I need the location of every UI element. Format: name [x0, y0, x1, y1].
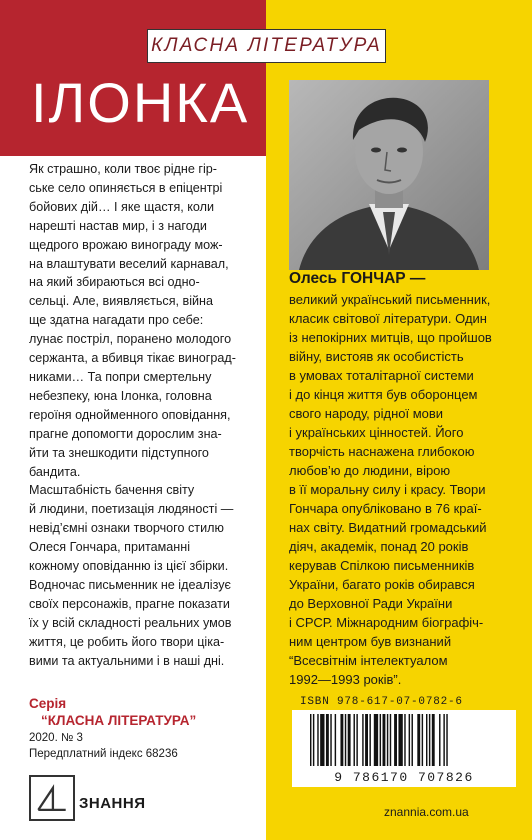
description-line: сержанта, а вбивця тікає виноград-	[29, 351, 236, 366]
author-bio-line: творчість наснажена глибокою	[289, 444, 475, 459]
author-bio-line: керував Спілкою письменників	[289, 558, 475, 573]
barcode-bar	[417, 714, 420, 766]
description-line: Масштабність бачення світу	[29, 483, 195, 498]
description-line: нарешті настав мир, і з нагоди	[29, 218, 207, 233]
barcode-bar	[429, 714, 430, 766]
barcode	[292, 710, 516, 787]
description-line: Водночас письменник не ідеалізує	[29, 577, 231, 592]
description-line: йти та знешкодити підступного	[29, 445, 209, 460]
description-line: сельці. Але, виявляється, війна	[29, 294, 214, 309]
barcode-bar	[383, 714, 386, 766]
barcode-bar	[313, 714, 314, 766]
description-line: на влаштувати веселий карнавал,	[29, 256, 229, 271]
barcode-bar	[335, 714, 336, 766]
description-line: вими та актуальними і в наші дні.	[29, 653, 225, 668]
barcode-bar	[380, 714, 381, 766]
barcode-bar	[354, 714, 355, 766]
series-name: “КЛАСНА ЛІТЕРАТУРА”	[41, 713, 197, 728]
barcode-bar	[340, 714, 343, 766]
author-bio-line: війну, вистояв як особистість	[289, 349, 464, 364]
barcode-bar	[394, 714, 397, 766]
barcode-bar	[446, 714, 447, 766]
author-bio-line: в її моральну силу і красу. Твори	[289, 482, 486, 497]
barcode-bar	[387, 714, 388, 766]
barcode-bar	[374, 714, 378, 766]
barcode-bar	[356, 714, 357, 766]
series-banner: КЛАСНА ЛІТЕРАТУРА	[147, 29, 386, 63]
description-line: й людини, поетизація людяності —	[29, 502, 234, 517]
description-line: Як страшно, коли твоє рідне гір-	[29, 162, 217, 176]
barcode-bar	[426, 714, 427, 766]
description-line: бойових дій… І яке щастя, коли	[29, 199, 215, 214]
description-line: лунає постріл, поранено молодого	[29, 332, 232, 347]
description-line: ще здатна нагадати про себе:	[29, 313, 204, 328]
book-description	[29, 160, 263, 670]
description-line: Олеся Гончара, притаманні	[29, 540, 190, 555]
description-line: невід’ємні ознаки творчого стилю	[29, 521, 224, 536]
barcode-bar	[330, 714, 331, 766]
barcode-bar	[439, 714, 440, 766]
author-bio-line: 1992—1993 років”.	[289, 672, 402, 687]
barcode-bar	[369, 714, 370, 766]
author-bio-line: нах світу. Видатний громадський	[289, 520, 487, 535]
publisher-name: ЗНАННЯ	[79, 794, 146, 812]
author-bio-line: до Верховної Ради України	[289, 596, 453, 611]
author-name: Олесь ГОНЧАР —	[289, 270, 426, 287]
barcode-bar	[365, 714, 368, 766]
description-line: героїня однойменного оповідання,	[29, 407, 231, 422]
website: znannia.com.ua	[384, 805, 469, 819]
description-line: ське село опиняється в епіцентрі	[29, 180, 223, 195]
barcode-bar	[345, 714, 346, 766]
barcode-bar	[422, 714, 423, 766]
author-bio-line: України, багато років обирався	[289, 577, 475, 592]
author-bio-line: в умовах тоталітарної системи	[289, 368, 474, 383]
publisher-logo-icon	[29, 775, 75, 821]
author-bio-line: Гончара опубліковано в 76 краї-	[289, 501, 482, 516]
description-line: щедрого врожаю винограду мож-	[29, 237, 223, 252]
description-line: никами… Та попри смертельну	[29, 369, 212, 384]
barcode-bar	[362, 714, 363, 766]
book-title: ІЛОНКА	[31, 71, 250, 134]
barcode-bars	[306, 714, 502, 766]
barcode-bar	[317, 714, 318, 766]
author-bio-line: і до кінця життя був оборонцем	[289, 387, 478, 402]
barcode-bar	[310, 714, 311, 766]
barcode-bar	[409, 714, 410, 766]
series-label: Серія	[29, 696, 67, 711]
issue-info: 2020. № 3	[29, 732, 83, 744]
barcode-bar	[412, 714, 413, 766]
barcode-bar	[398, 714, 402, 766]
author-bio-line: із непокірних митців, що пройшов	[289, 330, 492, 345]
barcode-bar	[390, 714, 391, 766]
description-line: життя, це робить його твори ціка-	[29, 634, 225, 649]
isbn: ISBN 978-617-07-0782-6	[300, 696, 463, 708]
barcode-bar	[320, 714, 324, 766]
author-bio-line: діяч, академік, понад 20 років	[289, 539, 469, 554]
barcode-bar	[348, 714, 351, 766]
description-line: на який збираються всі одно-	[29, 275, 200, 290]
publisher	[29, 775, 146, 821]
author-bio-block	[289, 268, 517, 689]
description-line: своїх персонажів, прагне показати	[29, 596, 230, 611]
description-line: небезпеку, юна Ілонка, головна	[29, 388, 212, 403]
author-bio-line: любов’ю до людини, вірою	[289, 463, 451, 478]
author-bio-line: великий український письменник,	[289, 292, 491, 307]
subscription-index: Передплатний індекс 68236	[29, 748, 178, 760]
barcode-bar	[326, 714, 329, 766]
author-bio-line: ним центром був визнаний	[289, 634, 452, 649]
author-portrait	[289, 80, 489, 270]
author-bio-line: і СРСР. Міжнародним біографіч-	[289, 615, 484, 630]
description-line: прагне допомогти дорослим зна-	[29, 426, 222, 441]
description-line: кожному оповіданню із цієї збірки.	[29, 559, 229, 574]
barcode-bar	[432, 714, 435, 766]
barcode-number: 9 786170 707826	[334, 770, 474, 785]
author-bio-line: класик світової літератури. Один	[289, 311, 487, 326]
author-bio-line: і українських цінностей. Його	[289, 425, 464, 440]
author-bio-line: свого народу, рідної мови	[289, 406, 444, 421]
author-bio-line: “Всесвітнім інтелектуалом	[289, 653, 448, 668]
description-line: бандита.	[29, 464, 81, 479]
barcode-bar	[443, 714, 444, 766]
barcode-bar	[404, 714, 405, 766]
description-line: їх у всій складності реальних умов	[29, 615, 232, 630]
